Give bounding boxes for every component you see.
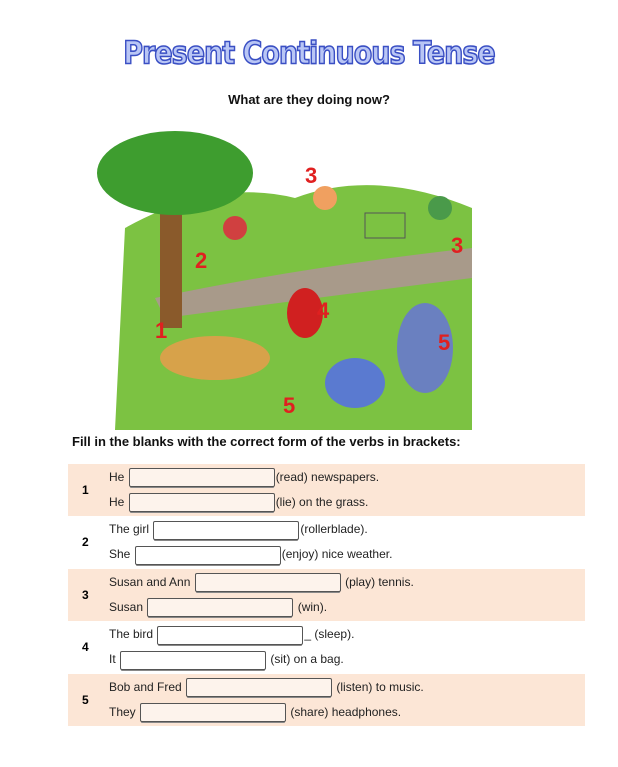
sentence-end: (lie) on the grass. <box>275 495 369 509</box>
row-number: 2 <box>82 535 89 550</box>
answer-input-4a[interactable] <box>157 626 303 645</box>
answer-input-4b[interactable] <box>120 651 266 670</box>
worksheet-title: Present Continuous Tense <box>123 35 495 72</box>
row-number: 5 <box>82 692 89 707</box>
tennis-player-1 <box>313 186 337 210</box>
sentence <box>109 543 392 565</box>
park-illustration <box>95 118 472 430</box>
rollerblade-girl <box>223 216 247 240</box>
sentence <box>109 648 344 670</box>
sentence <box>109 623 354 645</box>
label-2: 2 <box>195 248 208 273</box>
exercise-table <box>68 464 585 726</box>
sentence-start: He <box>109 470 125 484</box>
sentence <box>109 466 379 488</box>
sentence <box>109 571 414 593</box>
row-number: 3 <box>82 587 89 602</box>
exercise-row-5 <box>68 674 585 726</box>
sentence-start: Susan <box>109 599 144 614</box>
answer-input-3a[interactable] <box>195 573 341 592</box>
man-reading <box>160 336 270 380</box>
answer-input-2a[interactable] <box>153 521 299 540</box>
sentence <box>109 676 424 698</box>
sentence <box>109 518 368 540</box>
sentence-end: (read) newspapers. <box>275 470 380 484</box>
sentence-end: (share) headphones. <box>287 704 402 719</box>
sentence-end: (play) tennis. <box>341 574 414 589</box>
sentence-start: The girl <box>109 522 150 537</box>
sentence-start: She <box>109 547 131 562</box>
sentence-end: (listen) to music. <box>333 679 424 694</box>
label-3: 3 <box>305 163 318 188</box>
row-number: 4 <box>82 640 89 655</box>
tree-canopy <box>97 131 253 215</box>
sentence-end: (win). <box>294 599 328 614</box>
answer-input-1b[interactable] <box>129 493 275 512</box>
sentence <box>109 491 368 513</box>
row-number: 1 <box>82 483 89 497</box>
sentence-end: (sit) on a bag. <box>267 652 344 667</box>
answer-input-1a[interactable] <box>129 468 275 487</box>
answer-input-3b[interactable] <box>147 598 293 617</box>
label-1: 1 <box>155 318 168 343</box>
label-3b: 3 <box>451 233 464 258</box>
sentence-end: _ (sleep). <box>304 627 355 642</box>
instructions: Fill in the blanks with the correct form of the verbs in brackets: <box>72 434 461 449</box>
answer-input-5a[interactable] <box>186 678 332 697</box>
label-4: 4 <box>317 298 330 323</box>
sentence-start: They <box>109 704 136 719</box>
label-5: 5 <box>283 393 296 418</box>
susan-sitting <box>325 358 385 408</box>
sentence-end: (rollerblade). <box>300 522 368 537</box>
sentence-start: Susan and Ann <box>109 574 191 589</box>
sentence <box>109 596 327 618</box>
tennis-player-2 <box>428 196 452 220</box>
worksheet-subtitle: What are they doing now? <box>228 92 390 107</box>
exercise-row-4 <box>68 621 585 673</box>
sentence <box>109 701 401 723</box>
sentence-start: He <box>109 495 125 509</box>
sentence-start: It <box>109 652 116 667</box>
answer-input-2b[interactable] <box>135 546 281 565</box>
sentence-start: The bird <box>109 627 154 642</box>
sentence-end: (enjoy) nice weather. <box>281 547 393 562</box>
sentence-start: Bob and Fred <box>109 679 182 694</box>
exercise-row-3 <box>68 569 585 621</box>
exercise-row-2 <box>68 516 585 568</box>
answer-input-5b[interactable] <box>140 703 286 722</box>
exercise-row-1 <box>68 464 585 516</box>
label-5b: 5 <box>438 330 451 355</box>
